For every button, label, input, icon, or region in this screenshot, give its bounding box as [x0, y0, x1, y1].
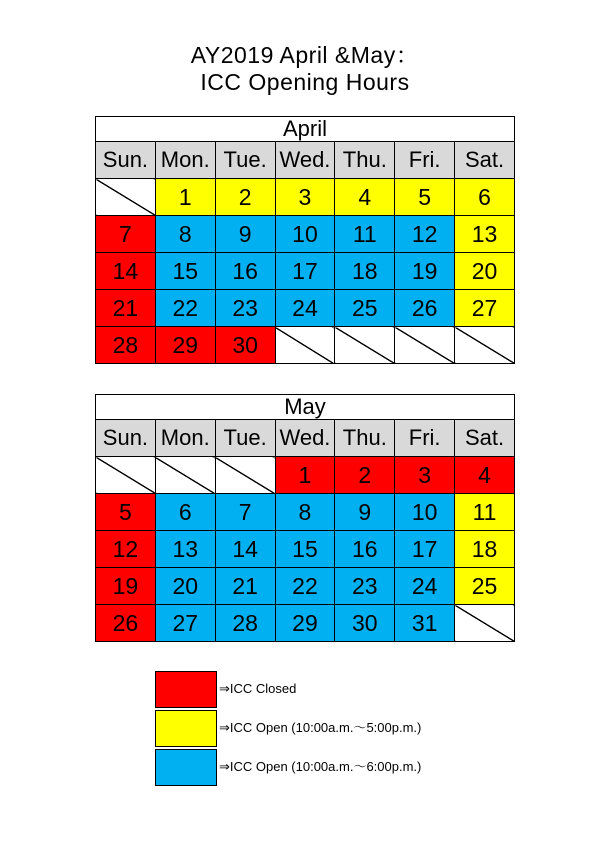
day-cell: 17 [395, 531, 455, 568]
day-cell: 18 [455, 531, 515, 568]
empty-day-cell [215, 457, 275, 494]
weekday-mon: Mon. [155, 420, 215, 457]
week-row [96, 494, 515, 531]
day-cell: 30 [215, 327, 275, 364]
weekday-sat: Sat. [455, 420, 515, 457]
day-cell: 19 [395, 253, 455, 290]
day-cell: 4 [335, 179, 395, 216]
weekday-wed: Wed. [275, 142, 335, 179]
day-cell: 15 [155, 253, 215, 290]
may-month-header: May [96, 395, 515, 420]
week-row [96, 253, 515, 290]
day-cell: 1 [275, 457, 335, 494]
week-row [96, 531, 515, 568]
weekday-sat: Sat. [455, 142, 515, 179]
weekday-fri: Fri. [395, 420, 455, 457]
empty-day-cell [335, 327, 395, 364]
empty-day-cell [96, 457, 156, 494]
day-cell: 21 [96, 290, 156, 327]
day-cell: 14 [215, 531, 275, 568]
day-cell: 7 [96, 216, 156, 253]
may-calendar [95, 394, 515, 642]
may-weekday-header-row [96, 420, 515, 457]
weekday-tue: Tue. [215, 420, 275, 457]
day-cell: 12 [395, 216, 455, 253]
legend-label-open-5pm: ⇒ICC Open (10:00a.m.～5:00p.m.) [219, 720, 422, 735]
day-cell: 6 [155, 494, 215, 531]
legend-label-open-6pm: ⇒ICC Open (10:00a.m.～6:00p.m.) [219, 759, 422, 774]
week-row [96, 605, 515, 642]
day-cell: 8 [275, 494, 335, 531]
weekday-tue: Tue. [215, 142, 275, 179]
day-cell: 13 [455, 216, 515, 253]
day-cell: 23 [215, 290, 275, 327]
legend-label-closed: ⇒ICC Closed [219, 681, 297, 696]
empty-day-cell [275, 327, 335, 364]
day-cell: 1 [155, 179, 215, 216]
legend-swatch-red [155, 671, 217, 708]
day-cell: 9 [335, 494, 395, 531]
day-cell: 20 [455, 253, 515, 290]
page-title: AY2019 April &May： [190, 42, 420, 68]
empty-day-cell [155, 457, 215, 494]
day-cell: 3 [275, 179, 335, 216]
day-cell: 20 [155, 568, 215, 605]
empty-day-cell [455, 327, 515, 364]
day-cell: 10 [275, 216, 335, 253]
legend-swatch-yellow [155, 710, 217, 747]
day-cell: 5 [395, 179, 455, 216]
day-cell: 26 [395, 290, 455, 327]
day-cell: 5 [96, 494, 156, 531]
day-cell: 4 [455, 457, 515, 494]
day-cell: 2 [335, 457, 395, 494]
day-cell: 24 [275, 290, 335, 327]
day-cell: 29 [155, 327, 215, 364]
day-cell: 27 [455, 290, 515, 327]
day-cell: 17 [275, 253, 335, 290]
empty-day-cell [395, 327, 455, 364]
weekday-thu: Thu. [335, 420, 395, 457]
day-cell: 9 [215, 216, 275, 253]
week-row [96, 216, 515, 253]
day-cell: 23 [335, 568, 395, 605]
empty-day-cell [96, 179, 156, 216]
day-cell: 14 [96, 253, 156, 290]
april-calendar [95, 116, 515, 364]
day-cell: 6 [455, 179, 515, 216]
day-cell: 15 [275, 531, 335, 568]
day-cell: 10 [395, 494, 455, 531]
day-cell: 12 [96, 531, 156, 568]
empty-day-cell [455, 605, 515, 642]
weekday-mon: Mon. [155, 142, 215, 179]
april-month-header: April [96, 117, 515, 142]
day-cell: 18 [335, 253, 395, 290]
page-subtitle: ICC Opening Hours [200, 69, 410, 95]
day-cell: 25 [335, 290, 395, 327]
weekday-thu: Thu. [335, 142, 395, 179]
week-row [96, 179, 515, 216]
april-weekday-header-row [96, 142, 515, 179]
day-cell: 27 [155, 605, 215, 642]
week-row [96, 568, 515, 605]
day-cell: 11 [335, 216, 395, 253]
day-cell: 13 [155, 531, 215, 568]
day-cell: 16 [215, 253, 275, 290]
day-cell: 30 [335, 605, 395, 642]
day-cell: 7 [215, 494, 275, 531]
day-cell: 31 [395, 605, 455, 642]
day-cell: 29 [275, 605, 335, 642]
day-cell: 26 [96, 605, 156, 642]
day-cell: 22 [155, 290, 215, 327]
weekday-sun: Sun. [96, 420, 156, 457]
day-cell: 24 [395, 568, 455, 605]
day-cell: 11 [455, 494, 515, 531]
week-row [96, 327, 515, 364]
day-cell: 8 [155, 216, 215, 253]
day-cell: 16 [335, 531, 395, 568]
day-cell: 2 [215, 179, 275, 216]
weekday-fri: Fri. [395, 142, 455, 179]
day-cell: 21 [215, 568, 275, 605]
legend-swatch-blue [155, 749, 217, 786]
day-cell: 19 [96, 568, 156, 605]
week-row [96, 290, 515, 327]
day-cell: 28 [96, 327, 156, 364]
day-cell: 22 [275, 568, 335, 605]
weekday-wed: Wed. [275, 420, 335, 457]
weekday-sun: Sun. [96, 142, 156, 179]
day-cell: 3 [395, 457, 455, 494]
day-cell: 28 [215, 605, 275, 642]
day-cell: 25 [455, 568, 515, 605]
week-row [96, 457, 515, 494]
